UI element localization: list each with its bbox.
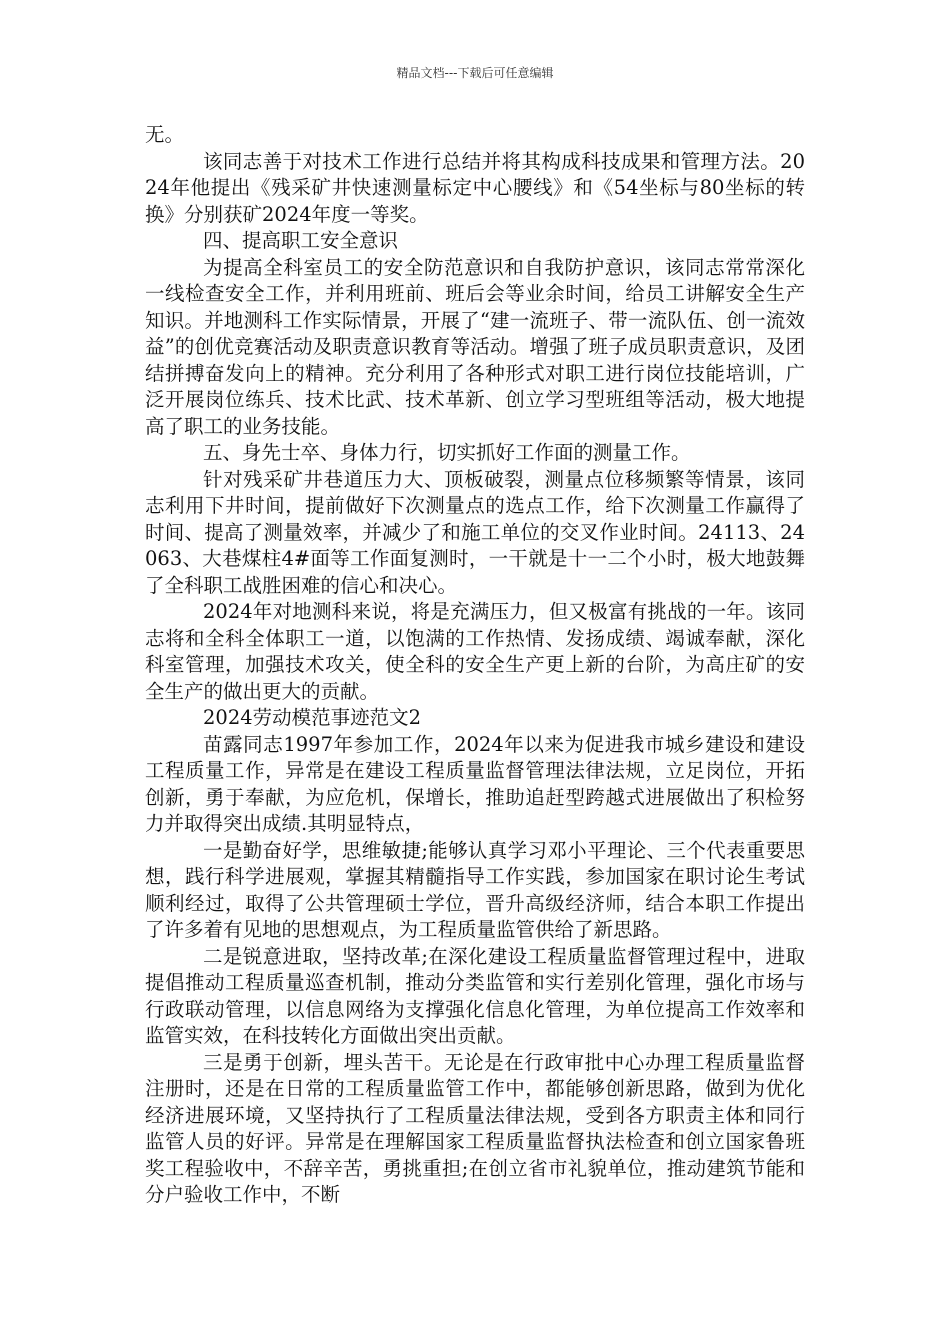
paragraph: 针对残采矿井巷道压力大、顶板破裂，测量点位移频繁等情景，该同志利用下井时间，提前做好下次测量点的选点工作，给下次测量工作赢得了时间、提高了测量效率，并减少了和施工单位的交叉作业时间。24113、24063、大巷煤柱4#面等工作面复测时，一干就是十一二个小时，极大地鼓舞了全科职工战胜困难的信心和决心。 [145,467,805,597]
paragraph: 二是锐意进取，坚持改革;在深化建设工程质量监督管理过程中，进取提倡推动工程质量巡查机制，推动分类监管和实行差别化管理，强化市场与行政联动管理，以信息网络为支撑强化信息化管理，为单位提高工作效率和监管实效，在科技转化方面做出突出贡献。 [145,944,805,1047]
article-title: 2024劳动模范事迹范文2 [203,706,422,729]
document-body [145,122,805,1209]
section-heading: 四、提高职工安全意识 [203,229,399,252]
paragraph: 苗露同志1997年参加工作，2024年以来为促进我市城乡建设和建设工程质量工作，异常是在建设工程质量监督管理法律法规，立足岗位，开拓创新，勇于奉献，为应危机，保增长，推助追赶型跨越式进展做出了积检努力并取得突出成绩.其明显特点， [145,732,805,835]
paragraph: 三是勇于创新，埋头苦干。无论是在行政审批中心办理工程质量监督注册时，还是在日常的工程质量监管工作中，都能够创新思路，做到为优化经济进展环境，又坚持执行了工程质量法律法规，受到各方职责主体和同行监管人员的好评。异常是在理解国家工程质量监督执法检查和创立国家鲁班奖工程验收中，不辞辛苦，勇挑重担;在创立省市礼貌单位，推动建筑节能和分户验收工作中，不断 [145,1050,805,1206]
section-heading: 五、身先士卒、身体力行，切实抓好工作面的测量工作。 [203,441,691,464]
paragraph: 一是勤奋好学，思维敏捷;能够认真学习邓小平理论、三个代表重要思想，践行科学进展观，掌握其精髓指导工作实践，参加国家在职讨论生考试顺利经过，取得了公共管理硕士学位，晋升高级经济师，结合本职工作提出了许多着有见地的思想观点，为工程质量监管供给了新思路。 [145,838,805,941]
page-header: 精品文档---下载后可任意编辑 [396,66,554,80]
paragraph: 无。 [145,123,185,146]
paragraph: 2024年对地测科来说，将是充满压力，但又极富有挑战的一年。该同志将和全科全体职工一道，以饱满的工作热情、发扬成绩、竭诚奉献，深化科室管理，加强技术攻关，使全科的安全生产更上新的台阶，为高庄矿的安全生产的做出更大的贡献。 [145,600,805,703]
paragraph: 该同志善于对技术工作进行总结并将其构成科技成果和管理方法。2024年他提出《残采矿井快速测量标定中心腰线》和《54坐标与80坐标的转换》分别获矿2024年度一等奖。 [145,149,805,226]
paragraph: 为提高全科室员工的安全防范意识和自我防护意识，该同志常常深化一线检查安全工作，并利用班前、班后会等业余时间，给员工讲解安全生产知识。并地测科工作实际情景，开展了“建一流班子、带一流队伍、创一流效益”的创优竞赛活动及职责意识教育等活动。增强了班子成员职责意识，及团结拼搏奋发向上的精神。充分利用了各种形式对职工进行岗位技能培训，广泛开展岗位练兵、技术比武、技术革新、创立学习型班组等活动，极大地提高了职工的业务技能。 [145,255,805,438]
